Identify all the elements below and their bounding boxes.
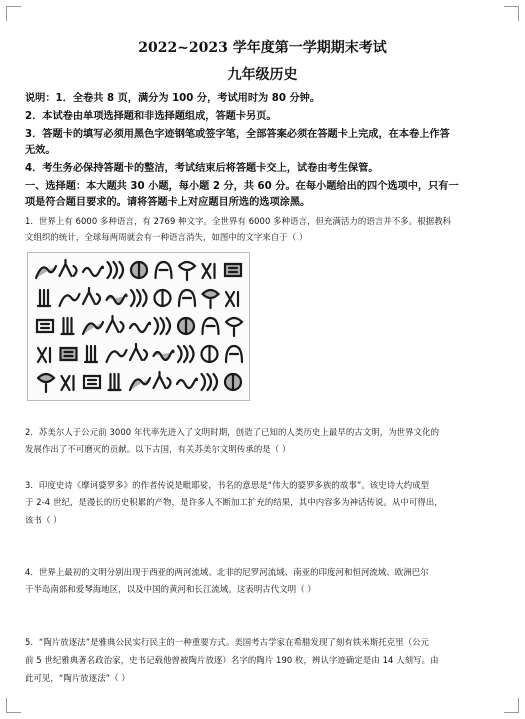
hieroglyph-23 <box>155 318 171 334</box>
hieroglyph-18 <box>37 320 53 332</box>
hieroglyph-0 <box>36 266 56 278</box>
hieroglyph-6 <box>179 262 195 280</box>
q2-stem-line-2: 发展作出了不可磨灭的贡献。以下古国，有关苏美尔文明传承的是（ ） <box>25 444 291 454</box>
hieroglyph-38 <box>84 376 100 388</box>
note-3-cont: 无效。 <box>25 145 56 156</box>
hieroglyph-19 <box>62 318 74 334</box>
hieroglyph-37 <box>62 376 74 390</box>
hieroglyph-36 <box>38 374 54 392</box>
hieroglyph-11 <box>83 288 100 304</box>
q1-stem-line-1: 1．世界上有 6000 多种语言，有 2769 种文字。全世界有 6000 多种语言，但充满活力的语言并不多。根据教科 <box>25 216 452 226</box>
section-heading: 一、选择题：本大题共 30 小题，每小题 2 分，共 60 分。在每小题给出的四个选项中，只有一 <box>25 181 459 192</box>
hieroglyph-glyphs <box>28 253 249 400</box>
hieroglyph-4 <box>131 262 147 278</box>
q3-stem-line-2: 于 2-4 世纪，是漫长的历史积累的产物，是许多人不断加工扩充的结果，其中内容多为神话传说。从中可得出， <box>25 497 443 507</box>
hieroglyph-22 <box>130 323 150 332</box>
q3-stem-line-1: 3．印度史诗《摩诃婆罗多》的作者传说是毗耶娑，书名的意思是“伟大的婆罗多族的故事”。该史诗大约成型 <box>25 480 430 490</box>
hieroglyph-26 <box>226 318 242 336</box>
hieroglyph-33 <box>178 346 194 362</box>
section-heading-cont: 项是符合题目要求的。请将答题卡上对应题目所选的选项涂黑。 <box>25 197 311 208</box>
note-1: 说明：1．全卷共 8 页，满分为 100 分，考试用时为 80 分钟。 <box>25 93 321 104</box>
hieroglyph-10 <box>60 294 80 306</box>
hieroglyph-39 <box>109 374 121 390</box>
note-3: 3．答题卡的填写必须用黑色字迹钢笔或签字笔，全部答案必须在答题卡上完成，在本卷上作答 <box>25 129 450 140</box>
hieroglyph-40 <box>130 378 150 390</box>
crop-mark-bottom-left <box>6 698 21 713</box>
hieroglyph-2 <box>83 267 103 276</box>
crop-mark-bottom-right <box>504 698 519 713</box>
hieroglyph-3 <box>108 262 124 278</box>
q5-stem-line-2: 前 5 世纪雅典著名政治家，史书记载他曾被陶片放逐）名字的陶片 190 枚，辨认字迹确定是由 14 人刻写。由 <box>25 655 439 665</box>
q4-stem-line-1: 4．世界上最初的文明分别出现于西亚的两河流域、北非的尼罗河流域、南亚的印度河和恒河流域、欧洲巴尔 <box>25 567 429 577</box>
hieroglyph-27 <box>38 348 50 362</box>
hieroglyph-16 <box>203 290 219 308</box>
note-4: 4．考生务必保持答题卡的整洁，考试结束后将答题卡交上，试卷由考生保管。 <box>25 163 379 174</box>
q1-stem-line-2: 文组织的统计，全球每两周就会有一种语言消失，如图中的文字来自于（ ） <box>25 232 308 242</box>
hieroglyph-1 <box>60 260 77 276</box>
hieroglyph-43 <box>202 374 218 390</box>
hieroglyph-29 <box>85 346 97 362</box>
hieroglyph-5 <box>156 262 172 278</box>
hieroglyph-30 <box>107 350 127 362</box>
hieroglyph-13 <box>131 290 147 306</box>
hieroglyph-image <box>27 252 250 401</box>
hieroglyph-9 <box>38 290 50 306</box>
hieroglyph-12 <box>107 295 127 304</box>
hieroglyph-15 <box>179 290 195 306</box>
hieroglyph-42 <box>177 379 197 388</box>
hieroglyph-20 <box>83 322 103 334</box>
hieroglyph-32 <box>154 351 174 360</box>
exam-subtitle: 九年级历史 <box>227 67 298 83</box>
hieroglyph-14 <box>155 290 171 306</box>
note-2: 2．本试卷由单项选择题和非选择题组成，答题卡另页。 <box>25 111 277 122</box>
crop-mark-top-left <box>6 6 21 21</box>
hieroglyph-7 <box>203 264 215 278</box>
q2-stem-line-1: 2．苏美尔人于公元前 3000 年代率先进入了文明时期，创造了已知的人类历史上最早的古文明，为世界文化的 <box>25 427 440 437</box>
hieroglyph-24 <box>178 318 194 334</box>
hieroglyph-28 <box>61 348 77 360</box>
hieroglyph-44 <box>225 374 241 390</box>
hieroglyph-8 <box>225 264 241 276</box>
hieroglyph-34 <box>202 346 218 362</box>
crop-mark-top-right <box>504 6 519 21</box>
q4-stem-line-2: 干半岛南部和爱琴海地区，以及中国的黄河和长江流域。这表明古代文明（ ） <box>25 584 316 594</box>
q3-stem-line-3: 该书（ ） <box>25 515 62 525</box>
hieroglyph-25 <box>203 318 219 334</box>
hieroglyph-41 <box>154 372 171 388</box>
q5-stem-line-3: 此可见，“陶片放逐法”（ ） <box>25 673 130 683</box>
q5-stem-line-1: 5．“陶片放逐法”是雅典公民实行民主的一种重要方式。美国考古学家在希腊发现了刻有铁米斯托克里（公元 <box>25 637 430 647</box>
hieroglyph-31 <box>130 344 147 360</box>
hieroglyph-21 <box>107 316 124 332</box>
exam-title: 2022~2023 学年度第一学期期末考试 <box>138 40 387 56</box>
hieroglyph-17 <box>226 292 238 306</box>
hieroglyph-35 <box>226 346 242 362</box>
